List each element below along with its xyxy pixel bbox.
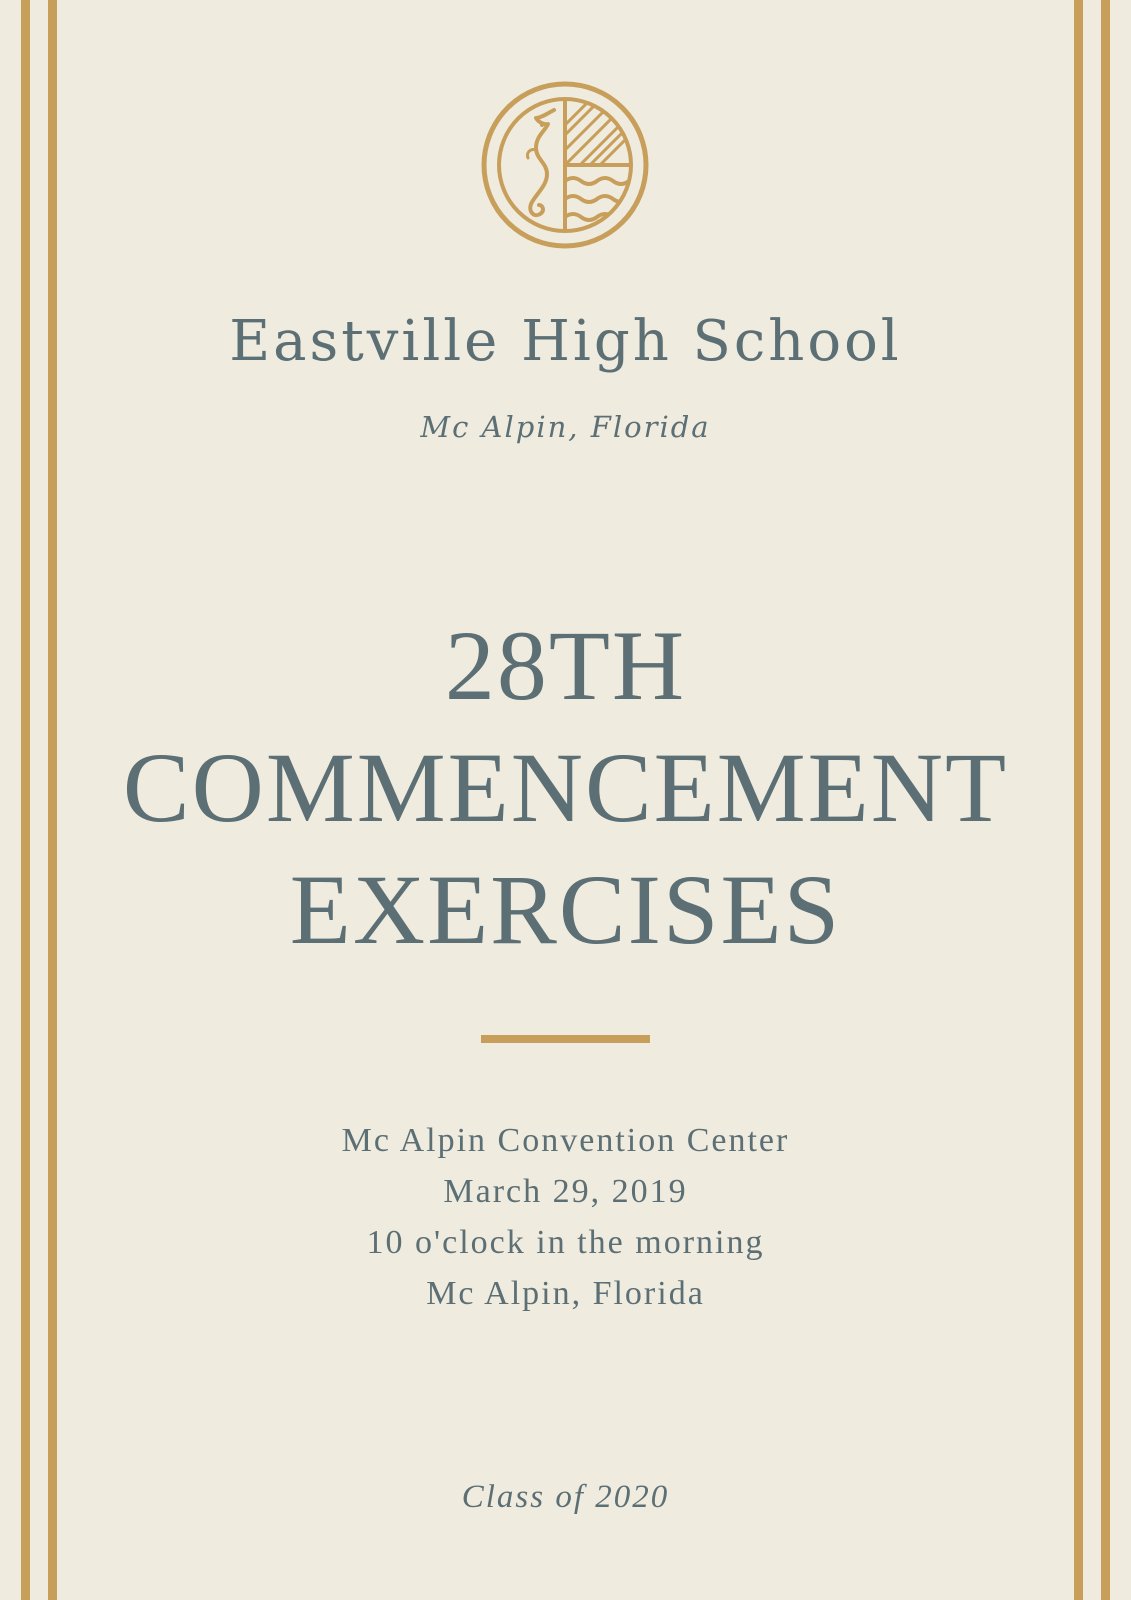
school-crest-logo [480,80,650,250]
school-name: Eastville High School [229,309,902,374]
seahorse-waves-crest-icon [480,80,650,250]
event-place: Mc Alpin, Florida [426,1275,705,1312]
headline-line-2: COMMENCEMENT [122,732,1009,843]
commencement-headline [0,605,1131,971]
divider-rule [481,1035,650,1043]
class-of-label: Class of 2020 [461,1479,670,1515]
event-date: March 29, 2019 [443,1173,688,1210]
headline-line-1: 28TH [444,610,687,721]
school-location: Mc Alpin, Florida [420,410,711,444]
event-time: 10 o'clock in the morning [366,1224,765,1261]
headline-line-3: EXERCISES [289,854,842,965]
event-details [0,1115,1131,1319]
event-venue: Mc Alpin Convention Center [341,1122,790,1159]
